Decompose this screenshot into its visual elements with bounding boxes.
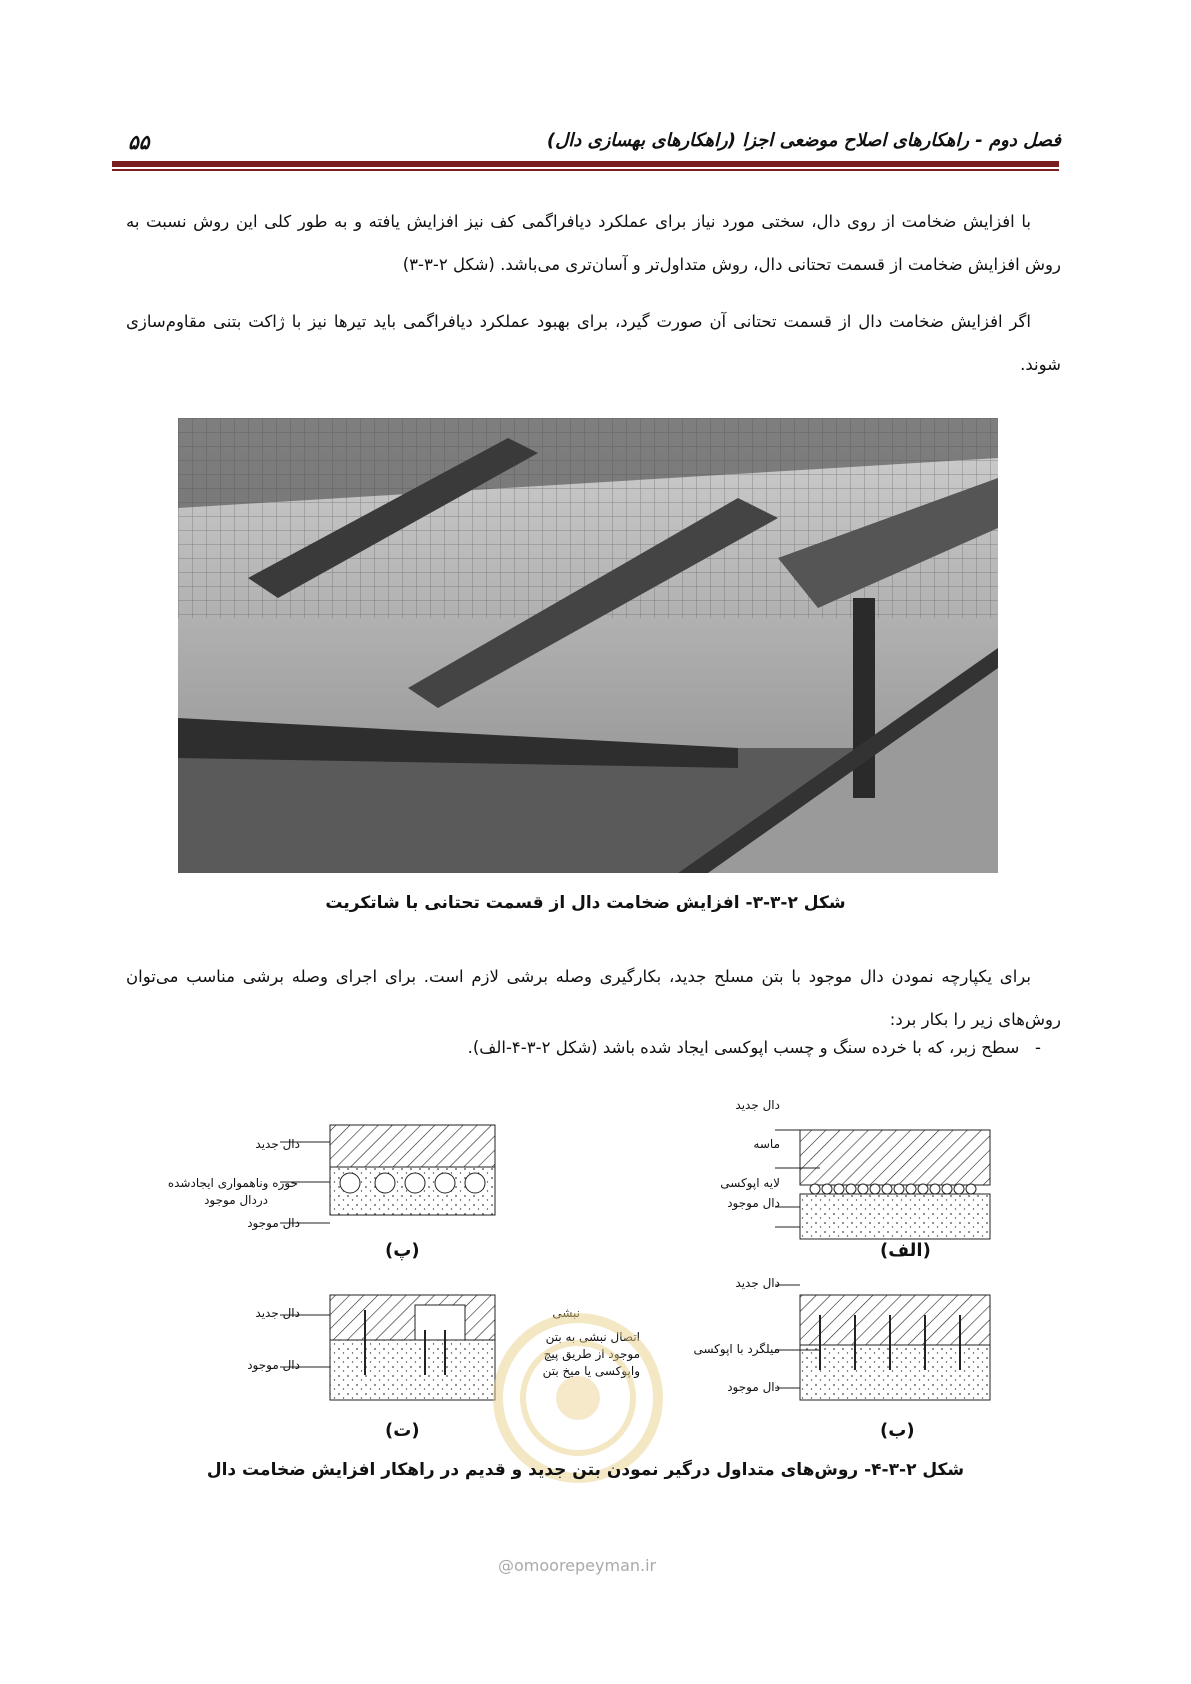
pe-zone-label-2: دردال موجود [204,1193,268,1207]
te-conn-label-1: اتصال نبشی به بتن [545,1330,640,1344]
bullet-text: سطح زبر، که با خرده سنگ و چسب اپوکسی ایجاد شده باشد (شکل ۲-۳-۴-الف). [467,1038,1020,1057]
figure-2-caption: شکل ۲-۳-۴- روش‌های متداول درگیر نمودن بتن جدید و قدیم در راهکار افزایش ضخامت دال [206,1460,965,1480]
diagram-pe [280,1125,495,1223]
shotcrete-photo [178,418,998,873]
paragraph-1-text: با افزایش ضخامت از روی دال، سختی مورد نیاز برای عملکرد دیافراگمی کف نیز افزایش یافته و به طور کلی این روش نسبت به روش افزایش ضخامت از قسمت تحتانی دال، روش متداول‌تر و آسان‌تری می‌باشد. (شکل ۲-۳-۳) [126,212,1061,274]
watermark-site: @omoorepeyman.ir [498,1556,657,1575]
pe-label: (پ) [385,1240,420,1261]
be-new-slab-label: دال جدید [735,1276,780,1290]
te-conn-label-2: موجود از طریق پیچ [543,1347,640,1361]
bullet-item [171,1038,1041,1057]
diagram-te [280,1295,495,1400]
pe-zone-label-1: حوزه وناهمواری ایجادشده [167,1176,298,1190]
alef-sand-label: ماسه [753,1137,780,1151]
header-title: فصل دوم - راهکارهای اصلاح موضعی اجزا (راهکارهای بهسازی دال) [546,130,1061,151]
alef-new-slab-label: دال جدید [735,1098,780,1112]
header-rule [112,161,1059,167]
be-existing-label: دال موجود [727,1380,780,1394]
te-existing-label: دال موجود [247,1358,300,1372]
bullet-dash: - [1035,1038,1041,1057]
te-label: (ت) [385,1420,420,1441]
paragraph-1 [126,200,1061,286]
diagram-be [775,1285,990,1400]
pe-existing-label: دال موجود [247,1216,300,1230]
pe-new-slab-label: دال جدید [255,1137,300,1151]
header-rule-thin [112,169,1059,171]
page-number: ۵۵ [128,130,150,154]
be-rebar-label: میلگرد با اپوکسی [693,1342,780,1356]
alef-label: (الف) [880,1240,931,1261]
be-label: (ب) [880,1420,915,1441]
alef-existing-label: دال موجود [727,1196,780,1210]
paragraph-2-text: اگر افزایش ضخامت دال از قسمت تحتانی آن صورت گیرد، برای بهبود عملکرد دیافراگمی باید تیرها نیز با ژاکت بتنی مقاوم‌سازی شوند. [126,312,1061,374]
paragraph-3 [126,955,1061,1041]
te-conn-label-3: واپوکسی یا میخ بتن [542,1364,640,1378]
figure-1-caption: شکل ۲-۳-۳- افزایش ضخامت دال از قسمت تحتانی با شاتکریت [325,893,846,913]
watermark-logo [478,1278,678,1558]
diagram-alef [775,1130,990,1239]
te-new-slab-label: دال جدید [255,1306,300,1320]
paragraph-3-text: برای یکپارچه نمودن دال موجود با بتن مسلح جدید، بکارگیری وصله برشی لازم است. برای اجرای وصله برشی مناسب می‌توان روش‌های زیر را بکار برد: [126,967,1061,1029]
te-angle-label: نبشی [552,1306,580,1320]
paragraph-2 [126,300,1061,386]
alef-epoxy-label: لایه اپوکسی [720,1176,780,1190]
